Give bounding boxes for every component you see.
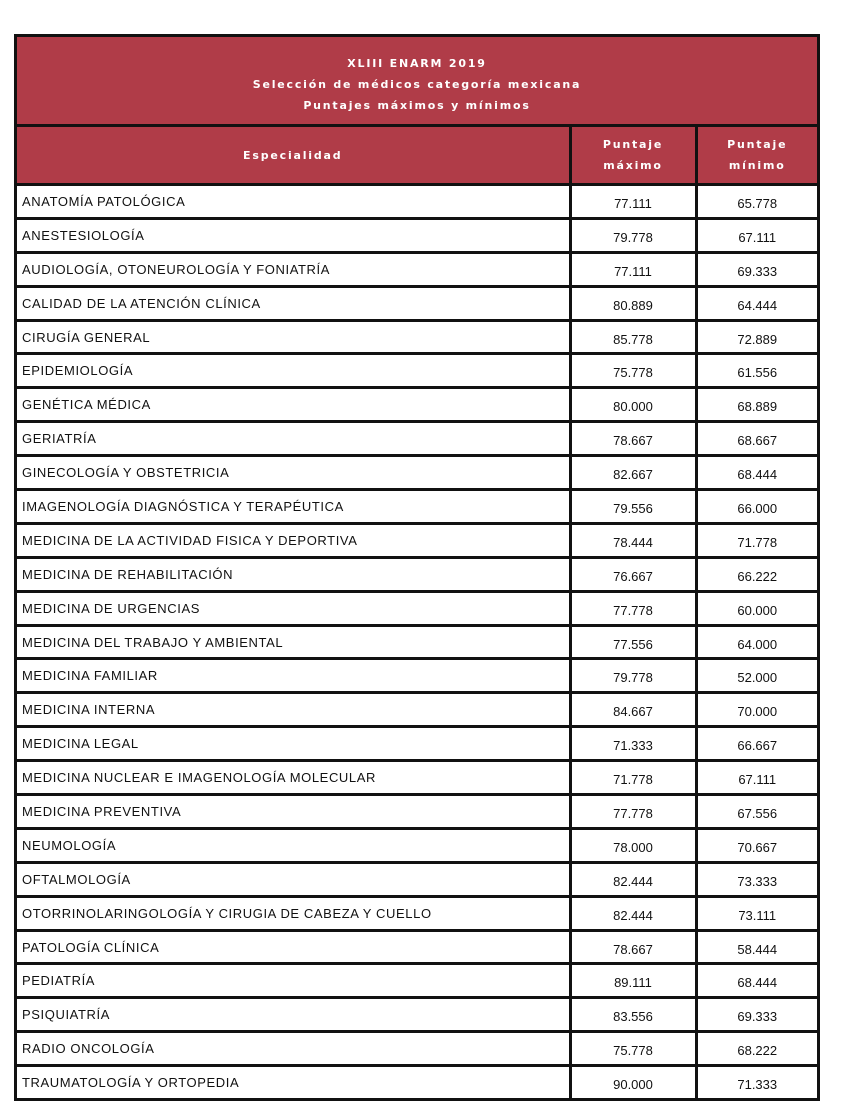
table-title-block: [17, 37, 817, 127]
max-score-cell: 77.778: [570, 591, 696, 625]
specialty-cell: OTORRINOLARINGOLOGÍA Y CIRUGIA DE CABEZA Y CUELLO: [17, 896, 570, 930]
specialty-cell: GINECOLOGÍA Y OBSTETRICIA: [17, 456, 570, 490]
table-row: [17, 930, 817, 964]
specialty-cell: MEDICINA PREVENTIVA: [17, 795, 570, 829]
table-row: [17, 625, 817, 659]
specialty-cell: PEDIATRÍA: [17, 964, 570, 998]
table-row: [17, 523, 817, 557]
min-score-cell: 67.111: [696, 218, 817, 252]
max-score-cell: 71.778: [570, 761, 696, 795]
specialty-cell: RADIO ONCOLOGÍA: [17, 1032, 570, 1066]
min-score-cell: 66.667: [696, 727, 817, 761]
max-score-cell: 76.667: [570, 557, 696, 591]
specialty-cell: MEDICINA FAMILIAR: [17, 659, 570, 693]
min-score-cell: 66.222: [696, 557, 817, 591]
title-line-exam: XLIII ENARM 2019: [347, 57, 487, 70]
specialty-cell: MEDICINA DEL TRABAJO Y AMBIENTAL: [17, 625, 570, 659]
min-score-cell: 68.889: [696, 388, 817, 422]
min-score-cell: 71.778: [696, 523, 817, 557]
title-line-scores: Puntajes máximos y mínimos: [303, 99, 531, 112]
header-min-line2: mínimo: [728, 159, 786, 172]
table-row: [17, 693, 817, 727]
specialty-cell: OFTALMOLOGÍA: [17, 862, 570, 896]
header-max-line1: Puntaje: [602, 138, 664, 151]
max-score-cell: 75.778: [570, 354, 696, 388]
specialty-cell: ANESTESIOLOGÍA: [17, 218, 570, 252]
table-row: [17, 286, 817, 320]
max-score-cell: 78.444: [570, 523, 696, 557]
specialty-cell: GERIATRÍA: [17, 422, 570, 456]
max-score-cell: 71.333: [570, 727, 696, 761]
table-row: [17, 1032, 817, 1066]
max-score-cell: 82.444: [570, 896, 696, 930]
min-score-cell: 70.000: [696, 693, 817, 727]
table-row: [17, 761, 817, 795]
specialty-cell: AUDIOLOGÍA, OTONEUROLOGÍA Y FONIATRÍA: [17, 252, 570, 286]
header-max-score: [570, 127, 696, 185]
min-score-cell: 69.333: [696, 252, 817, 286]
min-score-cell: 58.444: [696, 930, 817, 964]
min-score-cell: 68.444: [696, 456, 817, 490]
min-score-cell: 64.444: [696, 286, 817, 320]
specialty-cell: GENÉTICA MÉDICA: [17, 388, 570, 422]
min-score-cell: 60.000: [696, 591, 817, 625]
table-row: [17, 591, 817, 625]
table-row: [17, 388, 817, 422]
max-score-cell: 78.667: [570, 422, 696, 456]
max-score-cell: 79.778: [570, 218, 696, 252]
specialty-cell: MEDICINA INTERNA: [17, 693, 570, 727]
max-score-cell: 89.111: [570, 964, 696, 998]
scores-table: [17, 127, 817, 1098]
max-score-cell: 77.111: [570, 252, 696, 286]
min-score-cell: 52.000: [696, 659, 817, 693]
specialty-cell: CIRUGÍA GENERAL: [17, 320, 570, 354]
table-row: [17, 354, 817, 388]
specialty-cell: MEDICINA NUCLEAR E IMAGENOLOGÍA MOLECULAR: [17, 761, 570, 795]
table-row: [17, 185, 817, 219]
specialty-cell: MEDICINA DE LA ACTIVIDAD FISICA Y DEPORTIVA: [17, 523, 570, 557]
specialty-cell: CALIDAD DE LA ATENCIÓN CLÍNICA: [17, 286, 570, 320]
max-score-cell: 82.667: [570, 456, 696, 490]
min-score-cell: 70.667: [696, 828, 817, 862]
table-row: [17, 218, 817, 252]
min-score-cell: 68.667: [696, 422, 817, 456]
table-row: [17, 896, 817, 930]
max-score-cell: 78.667: [570, 930, 696, 964]
specialty-cell: TRAUMATOLOGÍA Y ORTOPEDIA: [17, 1066, 570, 1098]
min-score-cell: 72.889: [696, 320, 817, 354]
table-row: [17, 964, 817, 998]
table-header-row: [17, 127, 817, 185]
min-score-cell: 67.556: [696, 795, 817, 829]
max-score-cell: 77.778: [570, 795, 696, 829]
min-score-cell: 65.778: [696, 185, 817, 219]
table-row: [17, 795, 817, 829]
min-score-cell: 67.111: [696, 761, 817, 795]
specialty-cell: MEDICINA DE URGENCIAS: [17, 591, 570, 625]
max-score-cell: 79.556: [570, 490, 696, 524]
table-row: [17, 862, 817, 896]
table-row: [17, 422, 817, 456]
table-row: [17, 727, 817, 761]
min-score-cell: 61.556: [696, 354, 817, 388]
table-row: [17, 490, 817, 524]
min-score-cell: 71.333: [737, 1077, 778, 1093]
min-score-cell: 64.000: [696, 625, 817, 659]
max-score-cell: 75.778: [570, 1032, 696, 1066]
min-score-cell: 68.222: [696, 1032, 817, 1066]
table-row: [17, 252, 817, 286]
table-row: [17, 320, 817, 354]
max-score-cell: 77.111: [570, 185, 696, 219]
specialty-cell: MEDICINA DE REHABILITACIÓN: [17, 557, 570, 591]
table-body: [17, 185, 817, 1099]
max-score-cell: 82.444: [570, 862, 696, 896]
min-score-cell: 68.444: [696, 964, 817, 998]
min-score-cell: 66.000: [696, 490, 817, 524]
header-specialty: [17, 127, 570, 185]
specialty-cell: PSIQUIATRÍA: [17, 998, 570, 1032]
header-max-line2: máximo: [603, 159, 663, 172]
max-score-cell: 83.556: [570, 998, 696, 1032]
table-row: [17, 659, 817, 693]
max-score-cell: 80.000: [570, 388, 696, 422]
specialty-cell: IMAGENOLOGÍA DIAGNÓSTICA Y TERAPÉUTICA: [17, 490, 570, 524]
specialty-cell: EPIDEMIOLOGÍA: [17, 354, 570, 388]
header-min-score: [696, 127, 817, 185]
min-score-cell: 73.111: [696, 896, 817, 930]
max-score-cell: 84.667: [570, 693, 696, 727]
max-score-cell: 77.556: [570, 625, 696, 659]
max-score-cell: 78.000: [570, 828, 696, 862]
specialty-cell: MEDICINA LEGAL: [17, 727, 570, 761]
max-score-cell: 90.000: [570, 1066, 696, 1098]
specialty-cell: NEUMOLOGÍA: [17, 828, 570, 862]
specialty-cell: PATOLOGÍA CLÍNICA: [17, 930, 570, 964]
table-row: [17, 828, 817, 862]
header-min-line1: Puntaje: [727, 138, 788, 151]
specialty-cell: ANATOMÍA PATOLÓGICA: [17, 185, 570, 219]
min-score-cell: 73.333: [696, 862, 817, 896]
table-row: [17, 1066, 817, 1098]
max-score-cell: 79.778: [570, 659, 696, 693]
table-row: [17, 456, 817, 490]
min-score-cell: 69.333: [696, 998, 817, 1032]
title-line-selection: Selección de médicos categoría mexicana: [252, 78, 582, 91]
score-table-frame: [14, 34, 820, 1101]
max-score-cell: 85.778: [570, 320, 696, 354]
table-row: [17, 998, 817, 1032]
header-specialty-label: Especialidad: [243, 148, 343, 162]
table-row: [17, 557, 817, 591]
max-score-cell: 80.889: [570, 286, 696, 320]
